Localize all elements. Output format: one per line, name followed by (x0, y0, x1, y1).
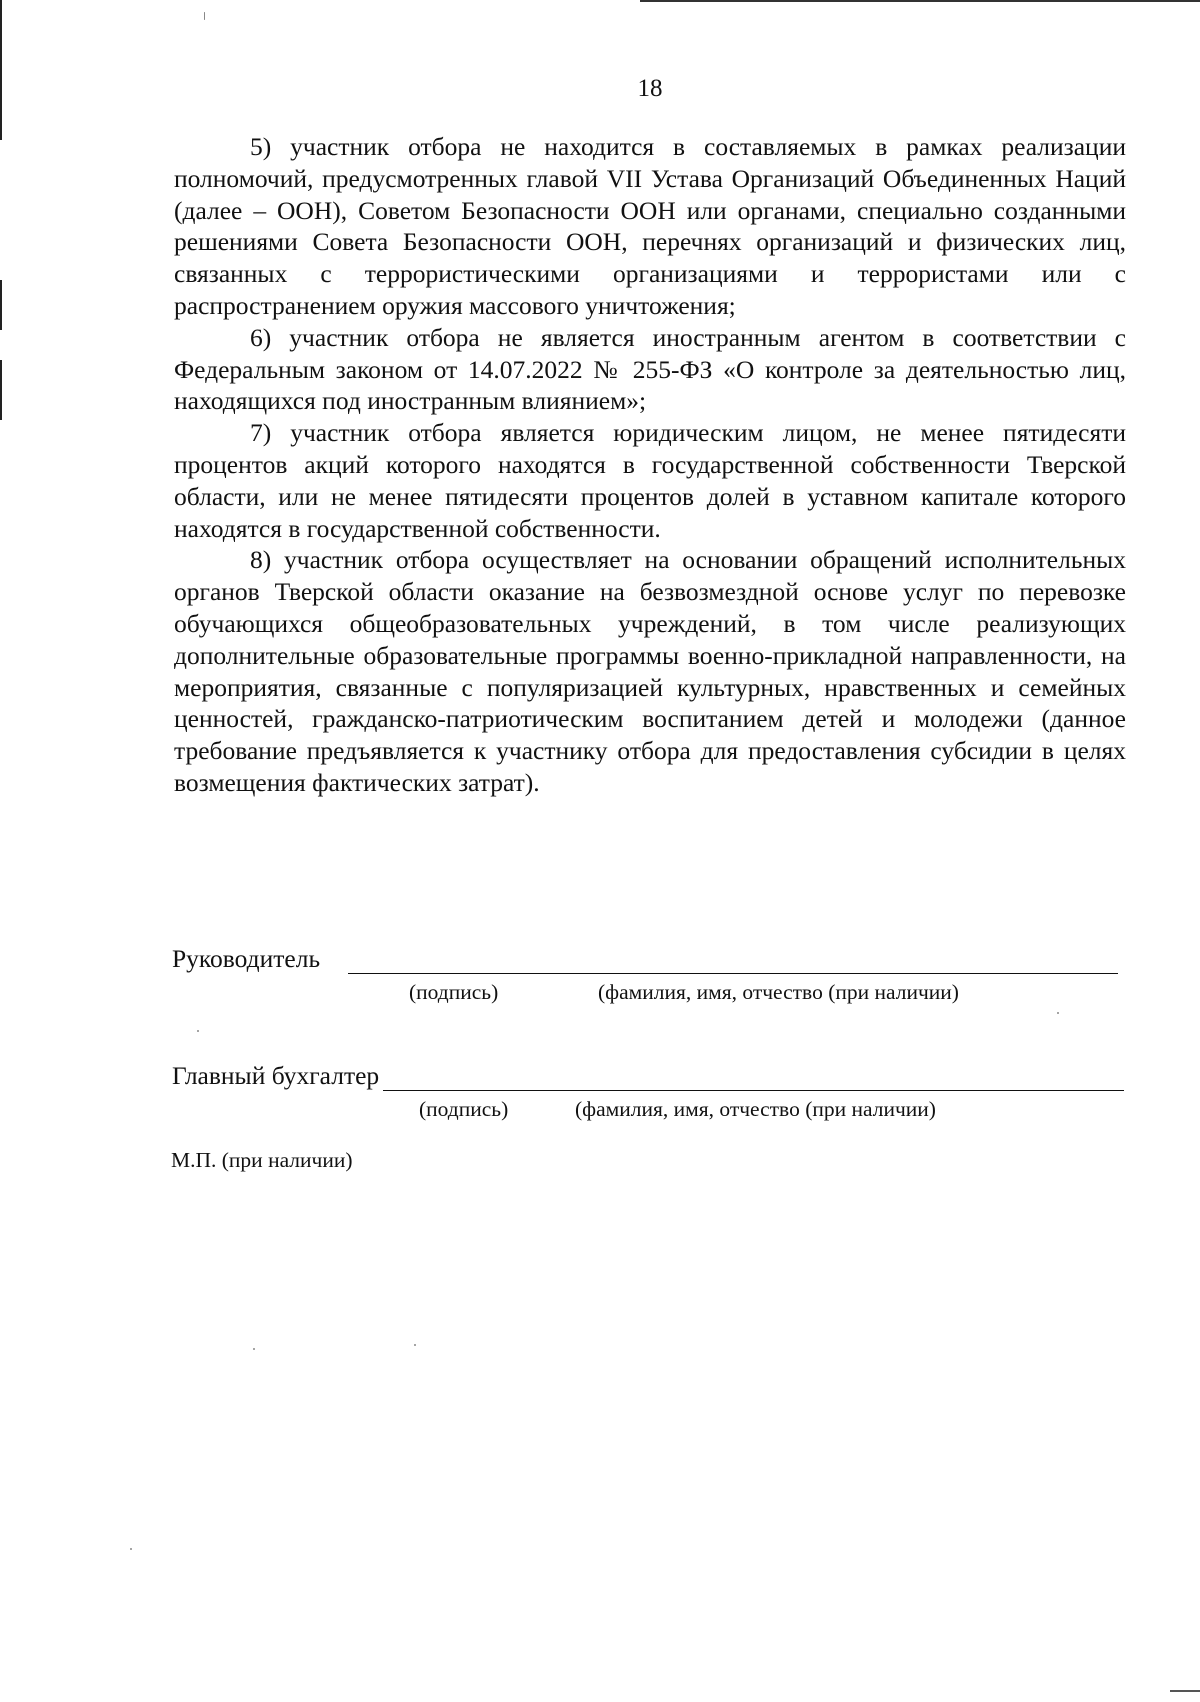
head-label: Руководитель (172, 944, 321, 973)
scan-speck (130, 1548, 132, 1550)
paragraph-item-6: 6) участник отбора не является иностранным агентом в соответствии с Федеральным законом от 14.07.2022 № 255-ФЗ «О контроле за деятельностью лиц, находящихся под иностранным влиянием»; (174, 322, 1126, 416)
accountant-signature-caption: (подпись) (419, 1097, 509, 1121)
head-name-caption: (фамилия, имя, отчество (при наличии) (598, 980, 959, 1004)
document-body (174, 131, 1126, 799)
page-number: 18 (637, 75, 663, 102)
stamp-note: М.П. (при наличии) (171, 1148, 353, 1172)
scan-edge-right (1170, 1690, 1200, 1692)
scan-speck (414, 1344, 416, 1346)
paragraph-item-8: 8) участник отбора осуществляет на основании обращений исполнительных органов Тверской области оказание на безвозмездной основе услуг по перевозке обучающихся общеобразовательных учреждений, в том числе реализующих дополнительные образовательные программы военно-прикладной направленности, на мероприятия, связанные с популяризацией культурных, нравственных и семейных ценностей, гражданско-патриотическим воспитанием детей и молодежи (данное требование предъявляется к участнику отбора для предоставления субсидии в целях возмещения фактических затрат). (174, 545, 1126, 797)
scan-edge-top (640, 0, 1200, 2)
paragraph-item-7: 7) участник отбора является юридическим лицом, не менее пятидесяти процентов акций которого находятся в государственной собственности Тверской области, или не менее пятидесяти процентов долей в уставном капитале которого находятся в государственной собственности. (174, 418, 1126, 543)
accountant-signature-row (172, 1061, 1124, 1091)
head-signature-line (348, 951, 1118, 974)
accountant-name-caption: (фамилия, имя, отчество (при наличии) (575, 1097, 936, 1121)
paragraph-item-5: 5) участник отбора не находится в составляемых в рамках реализации полномочий, предусмотренных главой VII Устава Организаций Объединенных Наций (далее – ООН), Советом Безопасности ООН или органами, специально созданными решениями Совета Безопасности ООН, перечнях организаций и физических лиц, связанных с террористическими организациями и террористами или с распространением оружия массового уничтожения; (174, 132, 1126, 320)
scan-speck (253, 1348, 255, 1350)
scan-edge-left (0, 0, 2, 1702)
head-signature-row (172, 944, 1118, 974)
head-signature-caption: (подпись) (409, 980, 499, 1004)
scan-speck (1057, 1012, 1059, 1014)
scan-speck (204, 12, 205, 20)
scan-speck (197, 1030, 199, 1032)
accountant-signature-line (383, 1068, 1124, 1091)
accountant-label: Главный бухгалтер (172, 1061, 380, 1090)
